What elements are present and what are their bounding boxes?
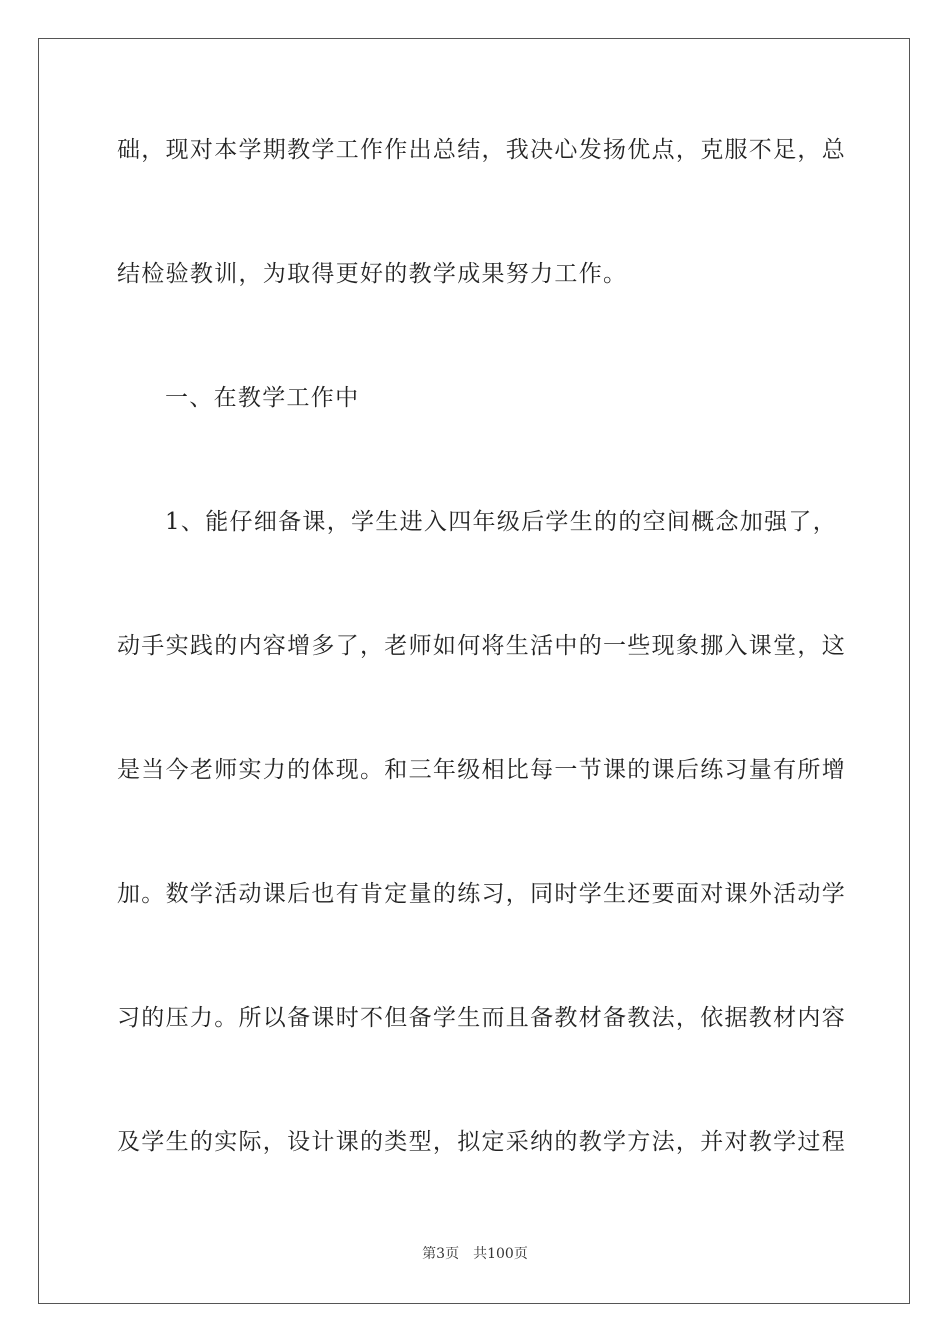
page-footer	[0, 1245, 950, 1263]
body-text-line: 础，现对本学期教学工作作出总结，我决心发扬优点，克服不足，总	[117, 137, 846, 163]
body-text-line: 动手实践的内容增多了，老师如何将生活中的一些现象挪入课堂，这	[117, 633, 846, 659]
body-text-line: 加。数学活动课后也有肯定量的练习，同时学生还要面对课外活动学	[117, 881, 846, 907]
body-text-line: 习的压力。所以备课时不但备学生而且备教材备教法，依据教材内容	[117, 1005, 846, 1031]
page-border	[38, 38, 910, 1304]
section-heading: 一、在教学工作中	[165, 385, 360, 411]
body-text-line: 及学生的实际，设计课的类型，拟定采纳的教学方法，并对教学过程	[117, 1129, 846, 1155]
body-text-line: 是当今老师实力的体现。和三年级相比每一节课的课后练习量有所增	[117, 757, 846, 783]
page-number: 第3页	[422, 1246, 460, 1262]
page-total: 共100页	[473, 1246, 528, 1262]
body-text-line: 1、能仔细备课，学生进入四年级后学生的的空间概念加强了，	[165, 509, 838, 535]
body-text-line: 结检验教训，为取得更好的教学成果努力工作。	[117, 261, 628, 287]
